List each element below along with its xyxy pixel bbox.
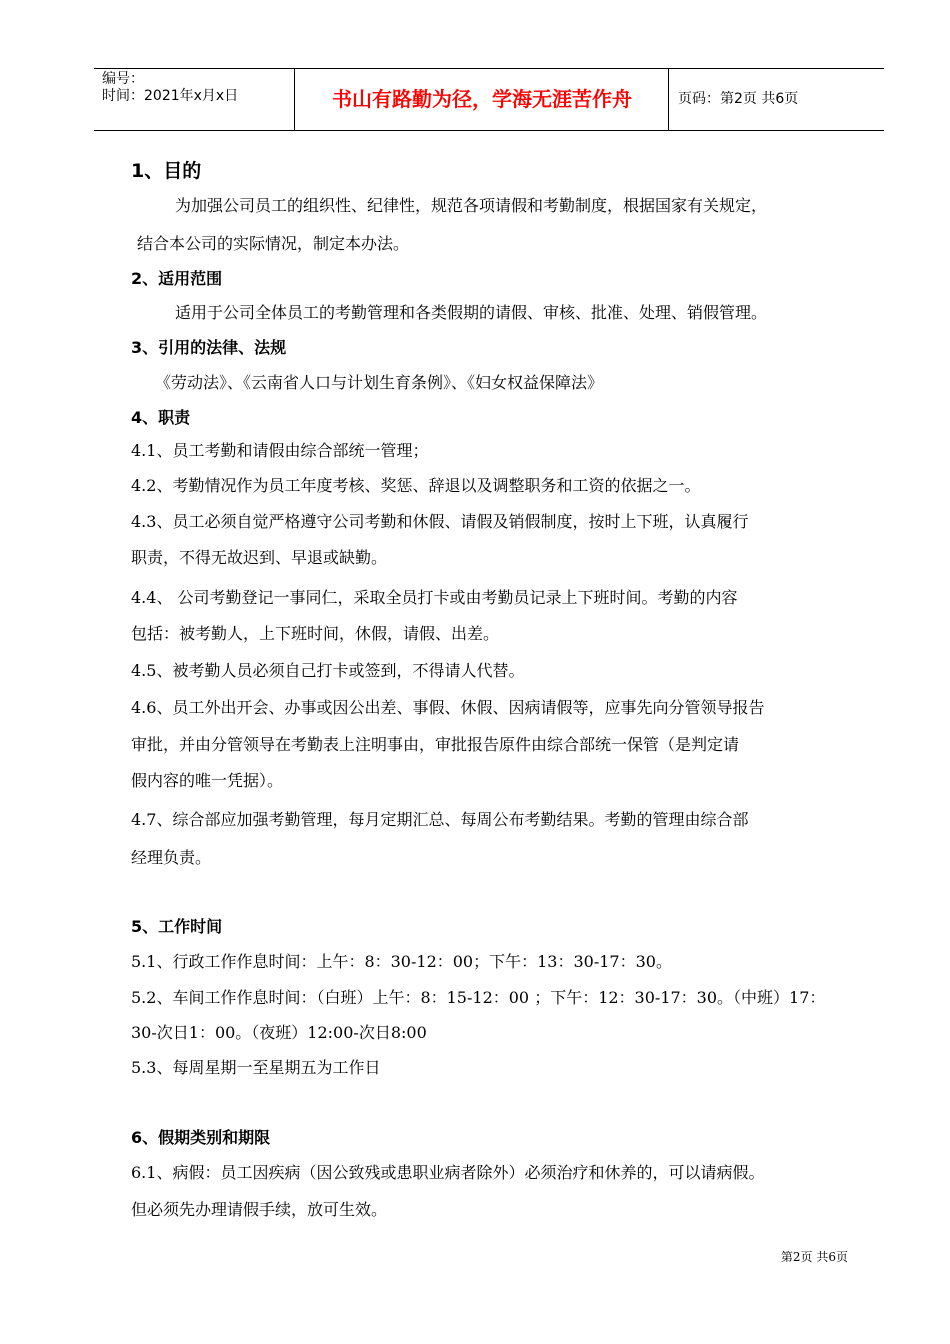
section-title-duties: 4、职责 (131, 408, 191, 427)
paragraph-line: 6.1、病假：员工因疾病（因公致残或患职业病者除外）必须治疗和休养的，可以请病假。 (131, 1163, 765, 1182)
section-title-leave-types: 6、假期类别和期限 (131, 1128, 271, 1147)
page-footer: 第2页 共6页 (780, 1250, 848, 1264)
paragraph-line: 适用于公司全体员工的考勤管理和各类假期的请假、审核、批准、处理、销假管理。 (175, 303, 768, 322)
paragraph-line: 5.1、行政工作作息时间：上午：8：30-12：00；下午：13：30-17：30。 (131, 952, 672, 971)
header-divider (668, 69, 669, 130)
paragraph-line: 5.3、每周星期一至星期五为工作日 (131, 1058, 381, 1077)
paragraph-line: 4.3、员工必须自觉严格遵守公司考勤和休假、请假及销假制度，按时上下班，认真履行 (131, 512, 749, 531)
paragraph-line: 《劳动法》、《云南省人口与计划生育条例》、《妇女权益保障法》 (155, 373, 604, 392)
paragraph-line: 5.2、车间工作作息时间：（白班）上午：8：15-12：00 ；下午：12：30-17：30。（中班）17： (131, 988, 826, 1007)
code-label: 编号： (102, 71, 144, 87)
paragraph-line: 但必须先办理请假手续，放可生效。 (131, 1200, 388, 1219)
paragraph-line: 30-次日1：00。（夜班）12:00-次日8:00 (131, 1023, 427, 1042)
paragraph-line: 审批，并由分管领导在考勤表上注明事由，审批报告原件由综合部统一保管（是判定请 (131, 735, 740, 754)
paragraph-line: 4.1、员工考勤和请假由综合部统一管理； (131, 441, 429, 460)
header-divider (294, 69, 295, 130)
paragraph-line: 经理负责。 (131, 848, 212, 867)
paragraph-line: 4.7、综合部应加强考勤管理，每月定期汇总、每周公布考勤结果。考勤的管理由综合部 (131, 810, 749, 829)
paragraph-line: 职责，不得无故迟到、早退或缺勤。 (131, 548, 388, 567)
paragraph-line: 结合本公司的实际情况，制定本办法。 (137, 234, 410, 253)
paragraph-line: 假内容的唯一凭据）。 (131, 771, 284, 790)
paragraph-line: 4.5、被考勤人员必须自己打卡或签到，不得请人代替。 (131, 661, 525, 680)
header-motto: 书山有路勤为径，学海无涯苦作舟 (332, 87, 632, 111)
paragraph-line: 4.4、 公司考勤登记一事同仁，采取全员打卡或由考勤员记录上下班时间。考勤的内容 (131, 588, 738, 607)
paragraph-line: 4.2、考勤情况作为员工年度考核、奖惩、辞退以及调整职务和工资的依据之一。 (131, 476, 701, 495)
section-title-purpose: 1、目的 (131, 160, 202, 182)
time-label: 时间：2021年x月x日 (102, 88, 239, 104)
paragraph-line: 包括：被考勤人，上下班时间，休假，请假、出差。 (131, 624, 500, 643)
paragraph-line: 为加强公司员工的组织性、纪律性，规范各项请假和考勤制度，根据国家有关规定， (175, 196, 768, 215)
header-meta (102, 71, 292, 105)
page-header (94, 68, 884, 131)
section-title-scope: 2、适用范围 (131, 269, 223, 288)
section-title-laws: 3、引用的法律、法规 (131, 338, 287, 357)
header-page-number: 页码：第2页 共6页 (678, 91, 799, 107)
paragraph-line: 4.6、员工外出开会、办事或因公出差、事假、休假、因病请假等，应事先向分管领导报告 (131, 698, 765, 717)
section-title-work-hours: 5、工作时间 (131, 917, 223, 936)
